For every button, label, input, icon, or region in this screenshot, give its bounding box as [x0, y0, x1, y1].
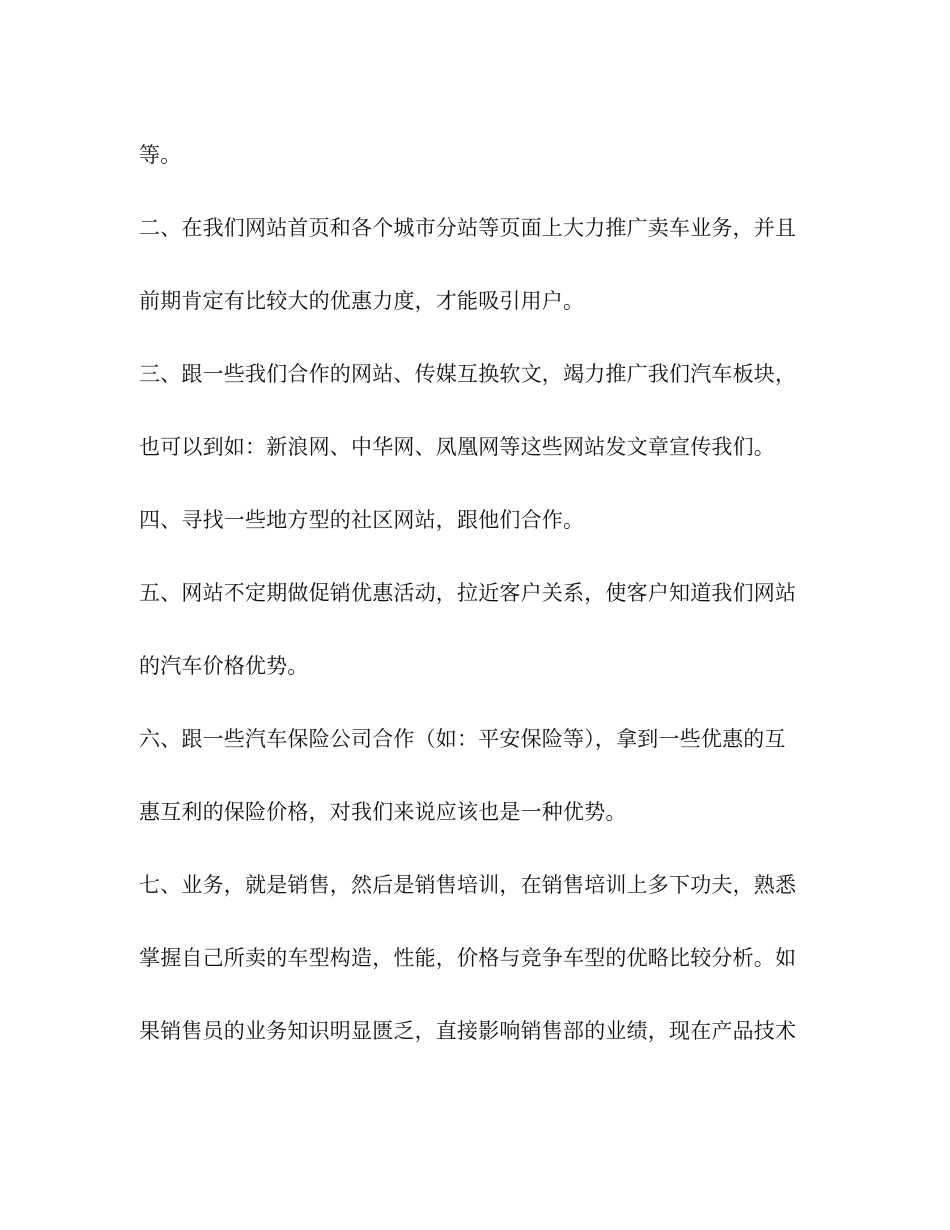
text-line: 也可以到如：新浪网、中华网、凤凰网等这些网站发文章宣传我们。 [139, 435, 775, 459]
text-line: 六、跟一些汽车保险公司合作（如：平安保险等），拿到一些优惠的互 [139, 727, 786, 751]
text-line: 的汽车价格优势。 [139, 654, 309, 678]
text-line: 等。 [139, 143, 182, 167]
text-line: 五、网站不定期做促销优惠活动，拉近客户关系，使客户知道我们网站 [139, 581, 797, 605]
text-line: 七、业务，就是销售，然后是销售培训，在销售培训上多下功夫，熟悉 [139, 873, 797, 897]
text-line: 二、在我们网站首页和各个城市分站等页面上大力推广卖车业务，并且 [139, 216, 797, 240]
text-line: 惠互利的保险价格，对我们来说应该也是一种优势。 [139, 800, 627, 824]
text-line: 四、寻找一些地方型的社区网站，跟他们合作。 [139, 508, 585, 532]
text-line: 掌握自己所卖的车型构造，性能，价格与竞争车型的优略比较分析。如 [139, 946, 797, 970]
text-line: 果销售员的业务知识明显匮乏，直接影响销售部的业绩，现在产品技术 [139, 1019, 797, 1043]
text-line: 前期肯定有比较大的优惠力度，才能吸引用户。 [139, 289, 585, 313]
text-line: 三、跟一些我们合作的网站、传媒互换软文，竭力推广我们汽车板块， [139, 362, 797, 386]
